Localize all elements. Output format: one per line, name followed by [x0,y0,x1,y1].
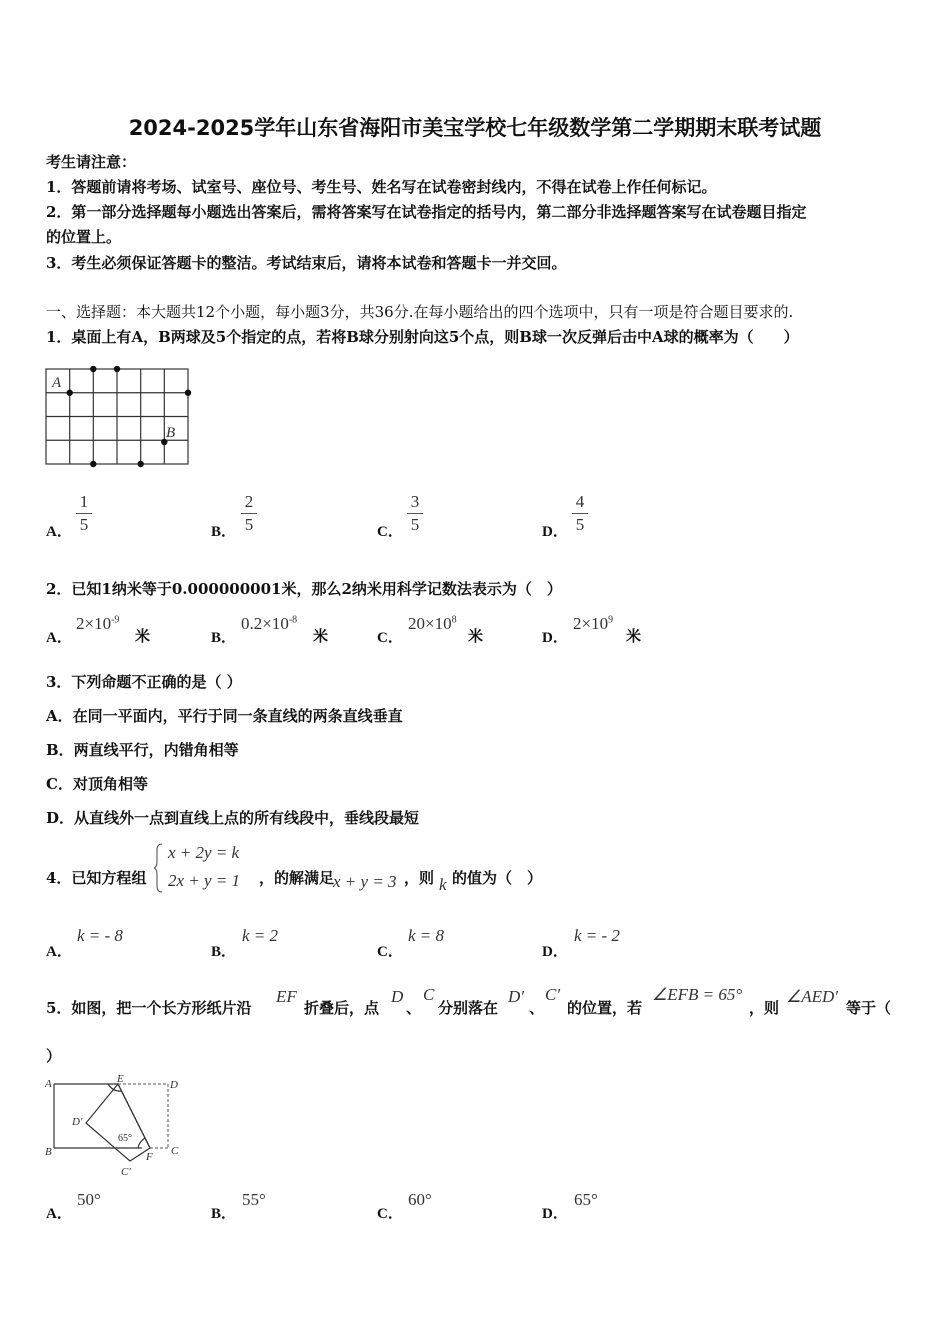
fig-label-e: E [117,1074,124,1085]
q2-option-b-letter[interactable]: B． [211,630,237,646]
notice-item-3: 3．考生必须保证答题卡的整洁。考试结束后，请将本试卷和答题卡一并交回。 [46,254,567,272]
question-4-suffix: 的值为（ ） [452,869,543,887]
question-4-then: ，则 [404,869,435,887]
q5-angle-aed: ∠AED′ [786,987,839,1006]
question-3-stem: 3．下列命题不正确的是（ ） [46,673,242,691]
q2-option-d-letter[interactable]: D． [542,630,568,646]
q4-equation-2: 2x + y = 1 [168,871,241,890]
fig-label-b: B [45,1146,52,1158]
q5-option-c-value: 60° [408,1190,432,1209]
q5-option-a-letter[interactable]: A． [46,1206,72,1222]
q3-option-c[interactable]: C．对顶角相等 [46,775,148,793]
q4-equation-1: x + 2y = k [168,843,240,862]
question-5-part-5: ，则 [749,999,780,1017]
q2-option-b-unit: 米 [313,627,329,645]
q5-option-b-value: 55° [242,1190,266,1209]
q5-d-prime: D′ [508,987,524,1006]
q4-variable: k [439,875,447,894]
q1-option-a-fraction: 1 5 [76,492,92,535]
fig-label-c: C [171,1145,179,1157]
q4-condition: x + y = 3 [333,872,397,891]
notice-heading: 考生请注意： [46,153,137,171]
fig-label-a: A [45,1078,52,1090]
brace-icon [154,842,164,894]
q1-option-c-letter[interactable]: C． [377,524,403,540]
q5-option-d-letter[interactable]: D． [542,1206,568,1222]
q4-option-d-expr: k = - 2 [574,926,620,945]
question-5-part-4: 的位置，若 [567,999,643,1017]
q5-d: D [391,987,404,1006]
q5-option-a-value: 50° [77,1190,101,1209]
question-5-part-6: 等于（ [846,999,892,1017]
q2-option-d-unit: 米 [626,627,642,645]
notice-item-1: 1．答题前请将考场、试室号、座位号、考生号、姓名写在试卷密封线内，不得在试卷上作任何标记。 [46,178,717,196]
q2-option-a-unit: 米 [135,627,151,645]
q4-option-a-letter[interactable]: A． [46,944,72,960]
q1-option-d-fraction: 4 5 [572,492,588,535]
q4-option-c-letter[interactable]: C． [377,944,403,960]
q5-sep-2: 、 [529,999,545,1017]
q1-option-c-fraction: 3 5 [407,492,423,535]
question-1-stem: 1．桌面上有A，B两球及5个指定的点，若将B球分别射向这5个点，则B球一次反弹后击中A球的概率为（ ） [46,328,799,346]
fig-label-c-prime: C′ [121,1166,131,1178]
q2-option-d-expr: $2\times 10^9$ [573,614,614,633]
q2-option-b-expr: $0.2\times 10^{-8}$ [241,614,298,633]
q1-option-a-letter[interactable]: A． [46,524,72,540]
q3-option-a[interactable]: A．在同一平面内，平行于同一条直线的两条直线垂直 [46,707,403,725]
question-4-prefix: 4．已知方程组 [46,869,147,887]
q2-option-c-expr: $20\times 10^8$ [408,614,457,633]
q4-option-b-expr: k = 2 [242,926,279,945]
q5-sep-1: 、 [406,999,422,1017]
q2-option-c-unit: 米 [468,627,484,645]
q4-option-a-expr: k = - 8 [77,926,123,945]
question-5-fold-figure [42,1074,192,1180]
q2-option-c-letter[interactable]: C． [377,630,403,646]
label-ball-a: A [52,375,62,391]
question-5-part-3: 分别落在 [438,999,499,1017]
question-4-mid: ，的解满足 [259,869,335,887]
q1-option-d-letter[interactable]: D． [542,524,568,540]
notice-item-2: 2．第一部分选择题每小题选出答案后，需将答案写在试卷指定的括号内，第二部分非选择题答案写在试卷题目指定 [46,203,807,221]
question-2-stem: 2．已知1纳米等于0.000000001米，那么2纳米用科学记数法表示为（ ） [46,580,562,598]
fig-label-f: F [146,1151,153,1163]
fig-label-d: D [170,1079,178,1091]
fig-angle-label: 65° [118,1133,132,1144]
q3-option-b[interactable]: B．两直线平行，内错角相等 [46,741,239,759]
q4-option-c-expr: k = 8 [408,926,445,945]
q1-option-b-letter[interactable]: B． [211,524,237,540]
q5-angle-efb: ∠EFB = 65° [652,985,743,1004]
question-5-part-2: 折叠后，点 [304,999,380,1017]
q5-c: C [423,985,435,1004]
q3-option-d[interactable]: D．从直线外一点到直线上点的所有线段中，垂线段最短 [46,809,420,827]
q5-ef: EF [276,987,297,1006]
q5-option-c-letter[interactable]: C． [377,1206,403,1222]
q2-option-a-letter[interactable]: A． [46,630,72,646]
q4-option-b-letter[interactable]: B． [211,944,237,960]
q2-option-a-expr: $2\times 10^{-9}$ [76,614,120,633]
notice-item-2-cont: 的位置上。 [46,228,122,246]
q5-option-b-letter[interactable]: B． [211,1206,237,1222]
label-ball-b: B [166,425,176,441]
fig-label-d-prime: D′ [72,1116,83,1128]
q5-option-d-value: 65° [574,1190,598,1209]
q4-option-d-letter[interactable]: D． [542,944,568,960]
q1-option-b-fraction: 2 5 [241,492,257,535]
section-header: 一、选择题：本大题共12个小题，每小题3分，共36分.在每小题给出的四个选项中，只有一项是符合题目要求的. [46,303,794,321]
question-5-part-1: 5．如图，把一个长方形纸片沿 [46,999,252,1017]
question-1-grid-figure [44,366,194,470]
page-title: 2024-2025学年山东省海阳市美宝学校七年级数学第二学期期末联考试题 [128,116,822,140]
q5-c-prime: C′ [545,985,561,1004]
question-5-close: ） [46,1047,62,1065]
